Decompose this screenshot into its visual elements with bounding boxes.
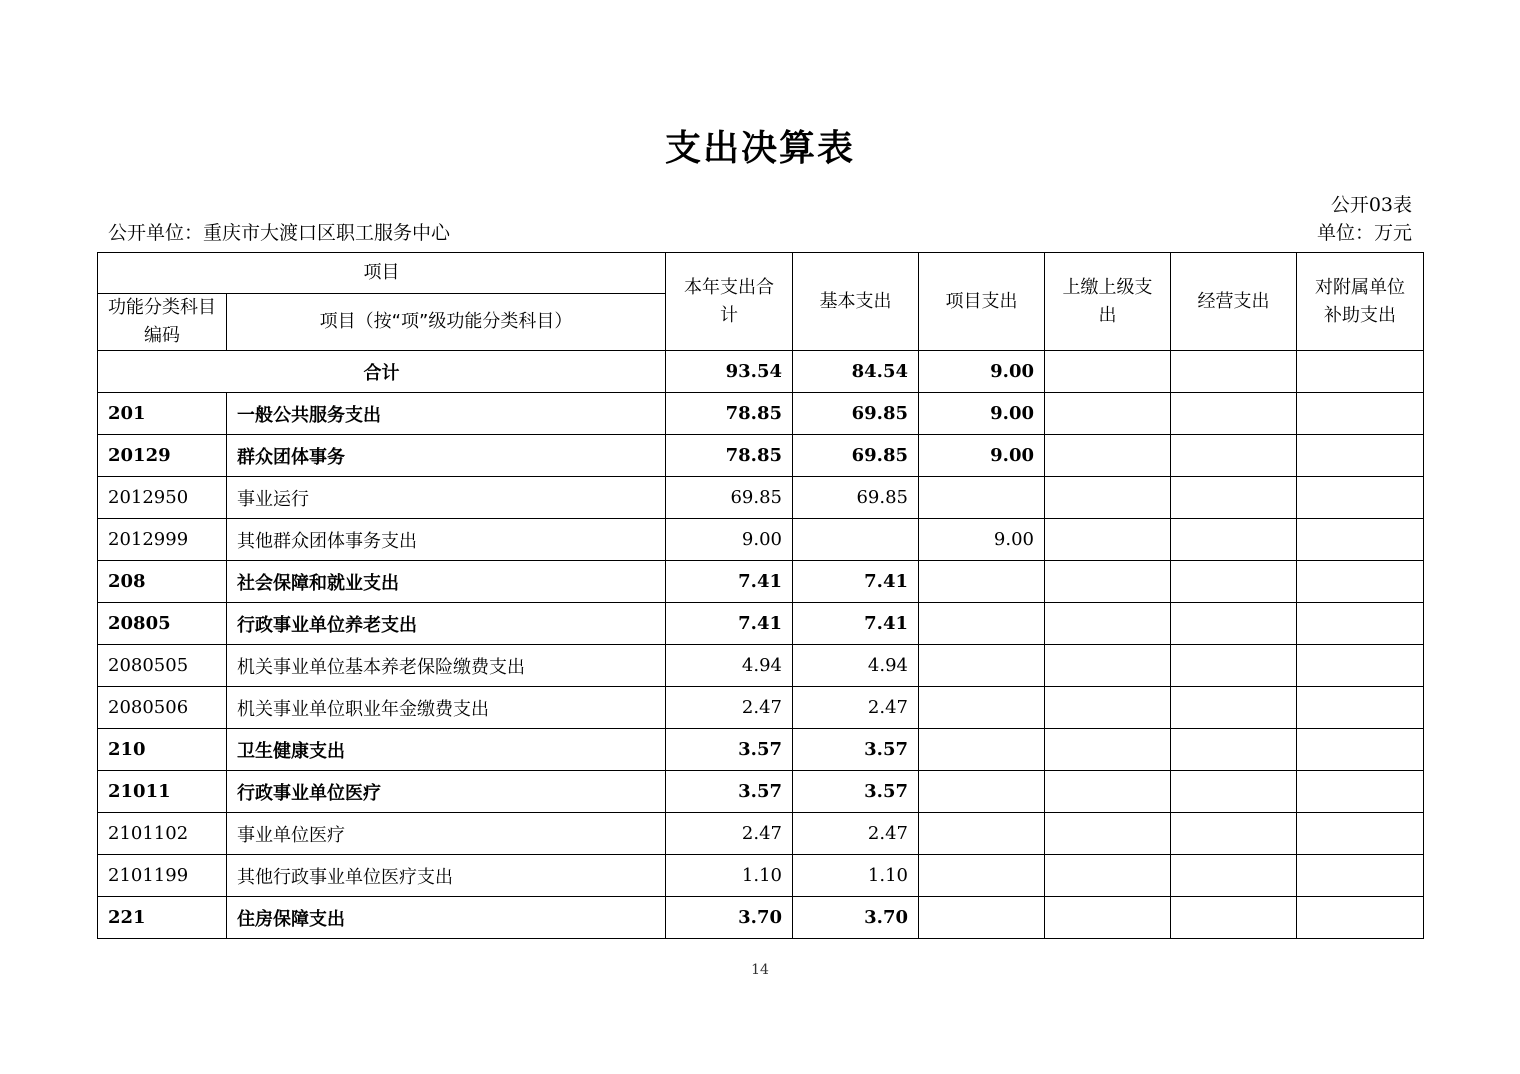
name-cell: 群众团体事务	[227, 435, 666, 477]
code-cell: 21011	[98, 771, 227, 813]
total-cell: 3.57	[666, 729, 793, 771]
business-cell	[1171, 477, 1297, 519]
table-row	[98, 645, 1424, 687]
basic-cell: 2.47	[793, 687, 919, 729]
total-cell: 78.85	[666, 393, 793, 435]
business-cell	[1171, 519, 1297, 561]
subsidy-cell	[1297, 519, 1424, 561]
code-cell: 201	[98, 393, 227, 435]
upper-cell	[1045, 519, 1171, 561]
upper-cell	[1045, 855, 1171, 897]
project-cell: 9.00	[919, 435, 1045, 477]
total-cell: 69.85	[666, 477, 793, 519]
table-row	[98, 519, 1424, 561]
project-cell	[919, 645, 1045, 687]
business-cell	[1171, 603, 1297, 645]
total-label: 合计	[98, 351, 666, 393]
project-cell: 9.00	[919, 519, 1045, 561]
upper-cell	[1045, 729, 1171, 771]
code-cell: 2012950	[98, 477, 227, 519]
business-cell	[1171, 645, 1297, 687]
code-cell: 221	[98, 897, 227, 939]
basic-cell: 3.57	[793, 771, 919, 813]
table-row	[98, 603, 1424, 645]
code-cell: 2080506	[98, 687, 227, 729]
table-row	[98, 561, 1424, 603]
subsidy-cell	[1297, 771, 1424, 813]
upper-cell	[1045, 897, 1171, 939]
upper-cell	[1045, 603, 1171, 645]
business-cell	[1171, 687, 1297, 729]
basic-cell: 7.41	[793, 603, 919, 645]
total-cell: 4.94	[666, 645, 793, 687]
upper-cell	[1045, 687, 1171, 729]
business-cell	[1171, 729, 1297, 771]
business-cell	[1171, 351, 1297, 393]
table-row	[98, 687, 1424, 729]
project-cell	[919, 603, 1045, 645]
upper-cell	[1045, 351, 1171, 393]
subsidy-cell	[1297, 813, 1424, 855]
name-cell: 一般公共服务支出	[227, 393, 666, 435]
code-cell: 210	[98, 729, 227, 771]
header-name: 项目（按“项”级功能分类科目）	[227, 294, 666, 351]
total-cell: 78.85	[666, 435, 793, 477]
upper-cell	[1045, 813, 1171, 855]
basic-cell	[793, 519, 919, 561]
project-cell	[919, 561, 1045, 603]
project-cell: 9.00	[919, 351, 1045, 393]
business-cell	[1171, 393, 1297, 435]
name-cell: 行政事业单位医疗	[227, 771, 666, 813]
upper-cell	[1045, 477, 1171, 519]
business-cell	[1171, 435, 1297, 477]
code-cell: 2012999	[98, 519, 227, 561]
name-cell: 事业单位医疗	[227, 813, 666, 855]
business-cell	[1171, 855, 1297, 897]
code-cell: 20129	[98, 435, 227, 477]
total-row	[98, 351, 1424, 393]
basic-cell: 69.85	[793, 477, 919, 519]
project-cell	[919, 729, 1045, 771]
project-cell: 9.00	[919, 393, 1045, 435]
table-row	[98, 435, 1424, 477]
page-title: 支出决算表	[664, 128, 855, 169]
name-cell: 卫生健康支出	[227, 729, 666, 771]
table-row	[98, 393, 1424, 435]
basic-cell: 2.47	[793, 813, 919, 855]
project-cell	[919, 477, 1045, 519]
table-row	[98, 477, 1424, 519]
name-cell: 住房保障支出	[227, 897, 666, 939]
name-cell: 行政事业单位养老支出	[227, 603, 666, 645]
upper-cell	[1045, 561, 1171, 603]
unit-label: 单位：万元	[1316, 222, 1412, 244]
code-cell: 208	[98, 561, 227, 603]
subsidy-cell	[1297, 897, 1424, 939]
table-row	[98, 897, 1424, 939]
name-cell: 事业运行	[227, 477, 666, 519]
code-cell: 20805	[98, 603, 227, 645]
total-cell: 1.10	[666, 855, 793, 897]
basic-cell: 3.70	[793, 897, 919, 939]
project-cell	[919, 771, 1045, 813]
header-code: 功能分类科目编码	[98, 294, 227, 351]
basic-cell: 69.85	[793, 393, 919, 435]
name-cell: 社会保障和就业支出	[227, 561, 666, 603]
subsidy-cell	[1297, 687, 1424, 729]
name-cell: 机关事业单位职业年金缴费支出	[227, 687, 666, 729]
table-row	[98, 729, 1424, 771]
header-upper: 上缴上级支出	[1045, 253, 1171, 351]
project-cell	[919, 813, 1045, 855]
business-cell	[1171, 897, 1297, 939]
table-row	[98, 855, 1424, 897]
code-cell: 2101199	[98, 855, 227, 897]
total-cell: 2.47	[666, 687, 793, 729]
basic-cell: 3.57	[793, 729, 919, 771]
total-cell: 2.47	[666, 813, 793, 855]
table-code: 公开03表	[1330, 194, 1412, 216]
project-cell	[919, 687, 1045, 729]
expenditure-table	[97, 252, 1424, 939]
basic-cell: 7.41	[793, 561, 919, 603]
business-cell	[1171, 561, 1297, 603]
header-project: 项目支出	[919, 253, 1045, 351]
subsidy-cell	[1297, 561, 1424, 603]
subsidy-cell	[1297, 603, 1424, 645]
publisher-label: 公开单位：重庆市大渡口区职工服务中心	[108, 222, 451, 244]
basic-cell: 4.94	[793, 645, 919, 687]
upper-cell	[1045, 435, 1171, 477]
total-cell: 93.54	[666, 351, 793, 393]
upper-cell	[1045, 771, 1171, 813]
header-basic: 基本支出	[793, 253, 919, 351]
page-number: 14	[751, 962, 769, 978]
subsidy-cell	[1297, 351, 1424, 393]
project-cell	[919, 897, 1045, 939]
name-cell: 其他群众团体事务支出	[227, 519, 666, 561]
header-group: 项目	[98, 253, 666, 294]
subsidy-cell	[1297, 435, 1424, 477]
basic-cell: 84.54	[793, 351, 919, 393]
project-cell	[919, 855, 1045, 897]
name-cell: 机关事业单位基本养老保险缴费支出	[227, 645, 666, 687]
basic-cell: 1.10	[793, 855, 919, 897]
subsidy-cell	[1297, 393, 1424, 435]
total-cell: 9.00	[666, 519, 793, 561]
table-row	[98, 771, 1424, 813]
table-body	[98, 351, 1424, 939]
total-cell: 3.57	[666, 771, 793, 813]
code-cell: 2101102	[98, 813, 227, 855]
subsidy-cell	[1297, 855, 1424, 897]
subsidy-cell	[1297, 729, 1424, 771]
header-total: 本年支出合计	[666, 253, 793, 351]
subsidy-cell	[1297, 477, 1424, 519]
subsidy-cell	[1297, 645, 1424, 687]
upper-cell	[1045, 645, 1171, 687]
total-cell: 7.41	[666, 603, 793, 645]
upper-cell	[1045, 393, 1171, 435]
name-cell: 其他行政事业单位医疗支出	[227, 855, 666, 897]
business-cell	[1171, 771, 1297, 813]
table-row	[98, 813, 1424, 855]
business-cell	[1171, 813, 1297, 855]
total-cell: 3.70	[666, 897, 793, 939]
basic-cell: 69.85	[793, 435, 919, 477]
header-business: 经营支出	[1171, 253, 1297, 351]
header-subsidy: 对附属单位补助支出	[1297, 253, 1424, 351]
code-cell: 2080505	[98, 645, 227, 687]
total-cell: 7.41	[666, 561, 793, 603]
